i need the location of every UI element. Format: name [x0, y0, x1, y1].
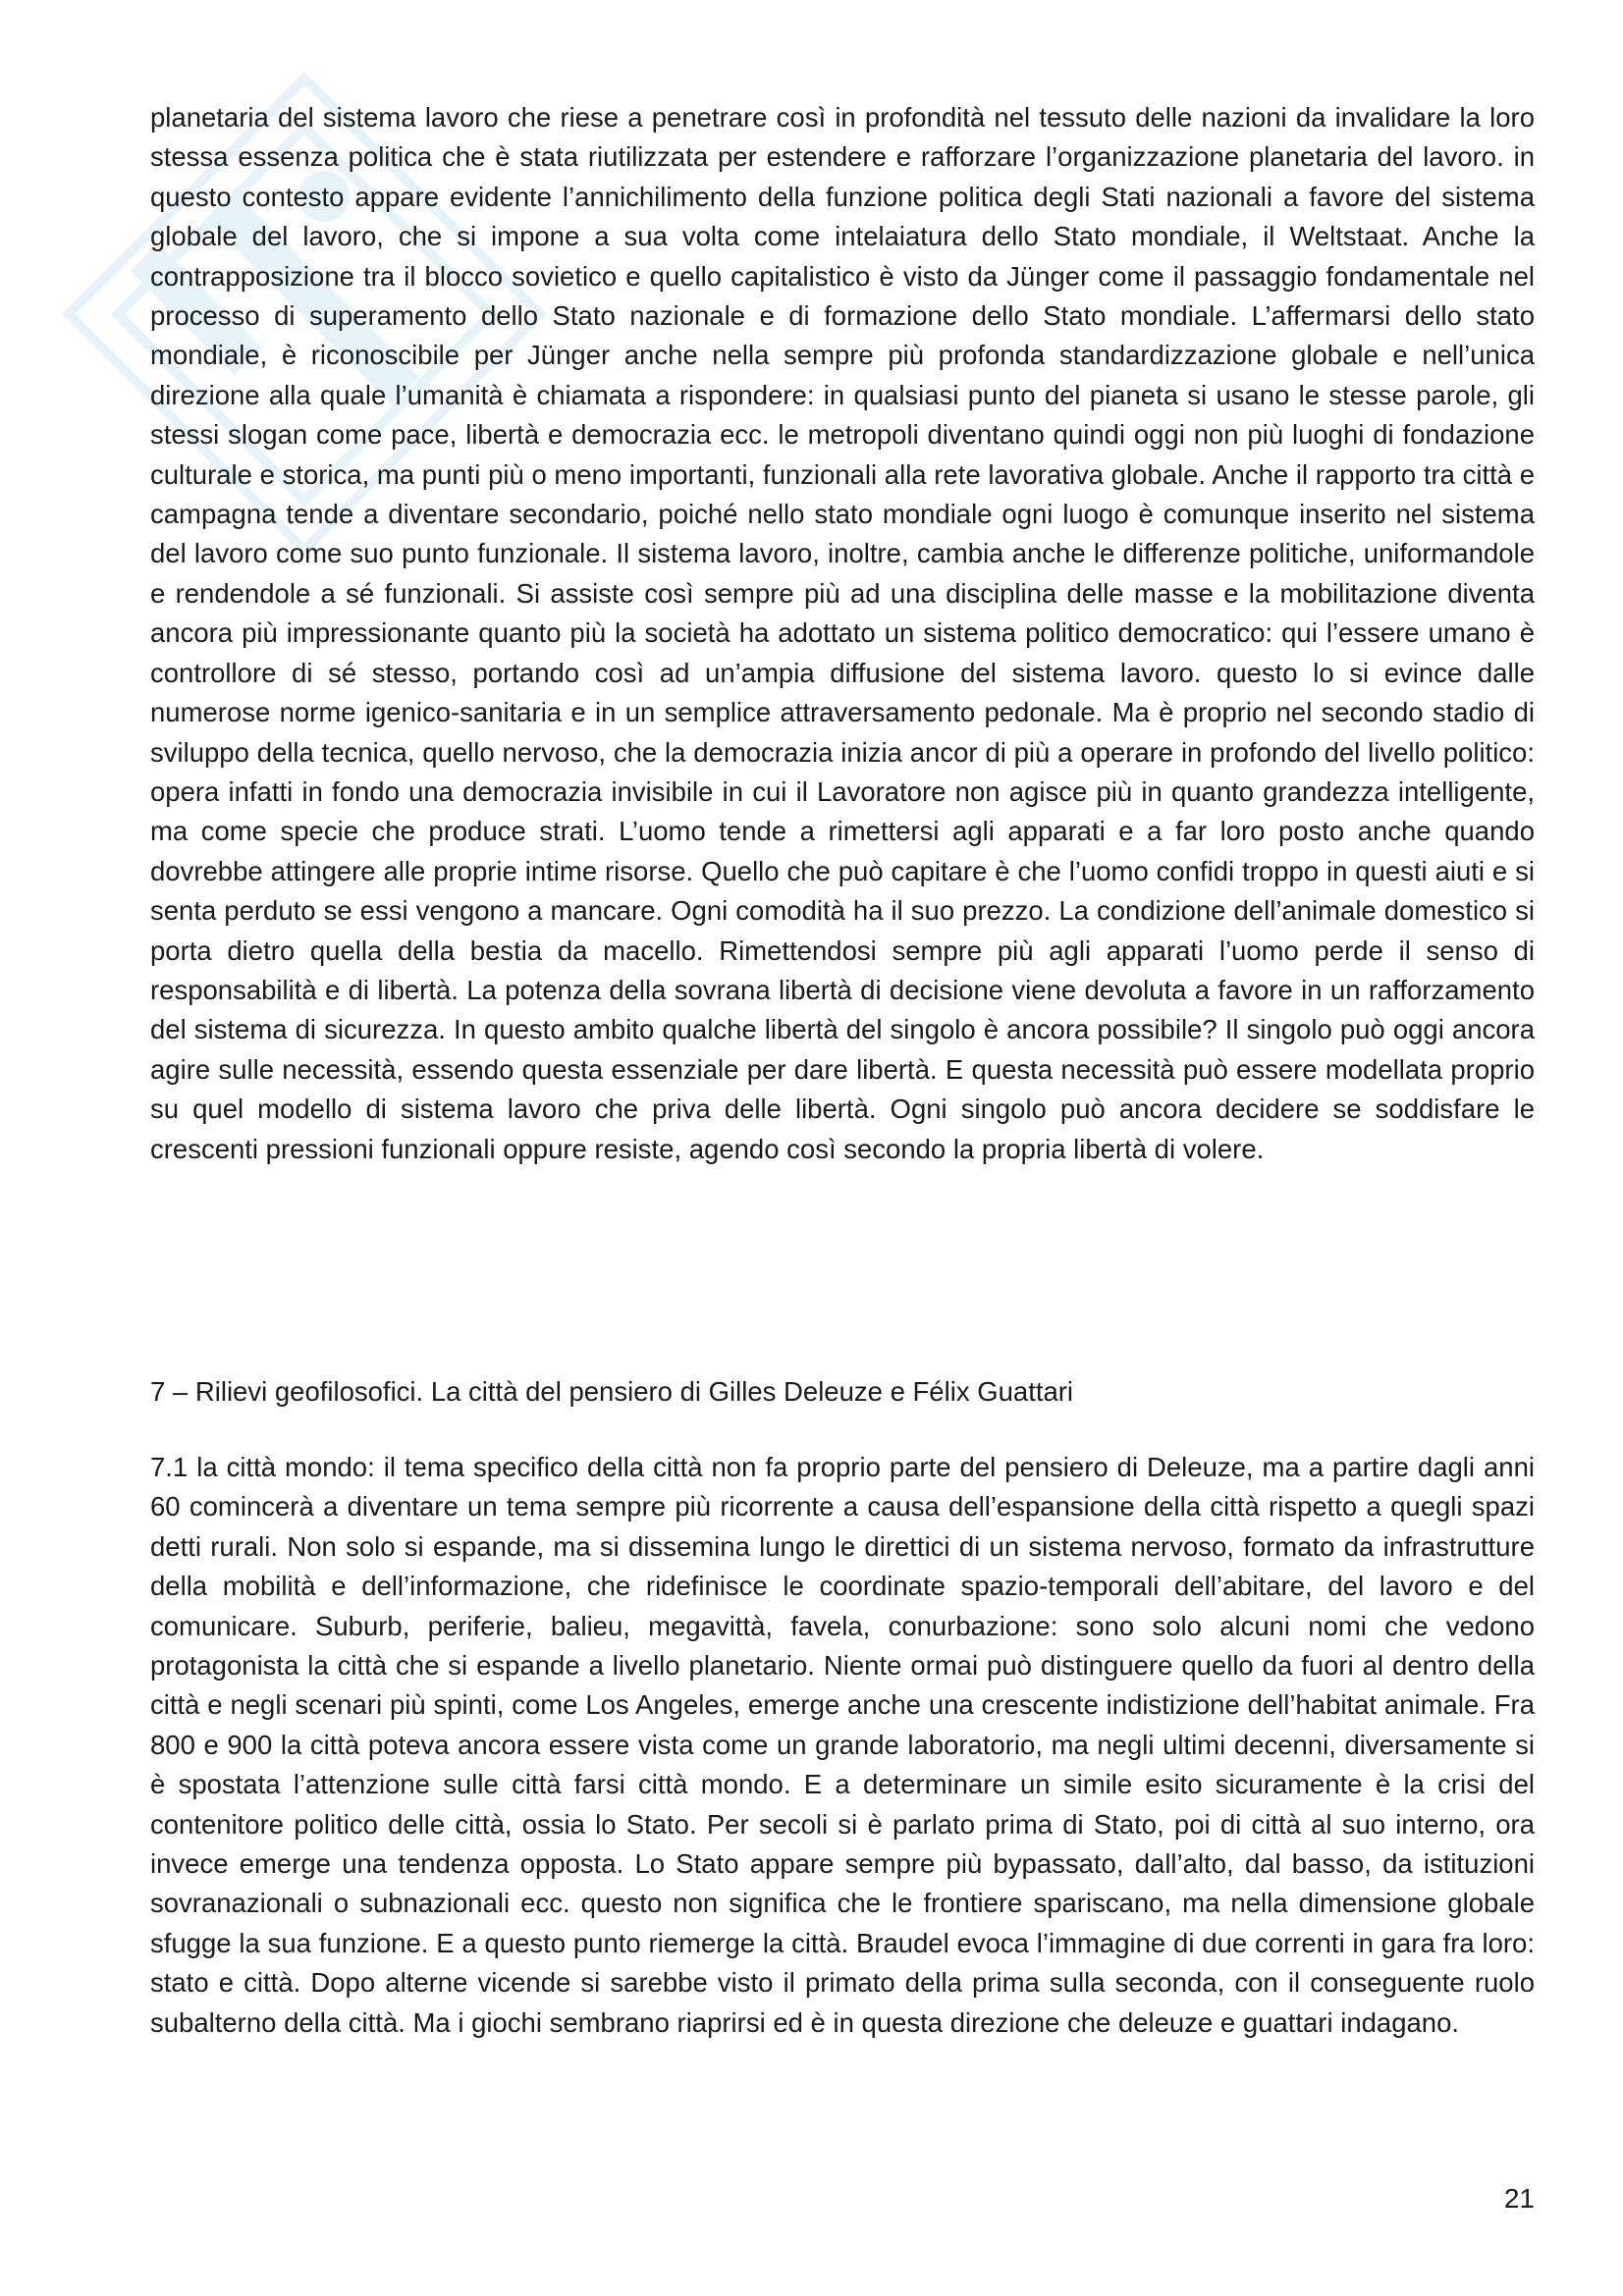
page-number: 21 [1503, 2183, 1535, 2214]
body-paragraph: planetaria del sistema lavoro che riese a penetrare così in profondità nel tessuto delle nazioni da invalidare la loro stessa essenza politica che è stata riutilizzata per estendere e rafforzare l’organizzazione planetaria del lavoro. in questo contesto appare evidente l’annichilimento della funzione politica degli Stati nazionali a favore del sistema globale del lavoro, che si impone a sua volta come intelaiatura dello Stato mondiale, il Weltstaat. Anche la contrapposizione tra il blocco sovietico e quello capitalistico è visto da Jünger come il passaggio fondamentale nel processo di superamento dello Stato nazionale e di formazione dello Stato mondiale. L’affermarsi dello stato mondiale, è riconoscibile per Jünger anche nella sempre più profonda standardizzazione globale e nell’unica direzione alla quale l’umanità è chiamata a rispondere: in qualsiasi punto del pianeta si usano le stesse parole, gli stessi slogan come pace, libertà e democrazia ecc. le metropoli diventano quindi oggi non più luoghi di fondazione culturale e storica, ma punti più o meno importanti, funzionali alla rete lavorativa globale. Anche il rapporto tra città e campagna tende a diventare secondario, poiché nello stato mondiale ogni luogo è comunque inserito nel sistema del lavoro come suo punto funzionale. Il sistema lavoro, inoltre, cambia anche le differenze politiche, uniformandole e rendendole a sé funzionali. Si assiste così sempre più ad una disciplina delle masse e la mobilitazione diventa ancora più impressionante quanto più la società ha adottato un sistema politico democratico: qui l’essere umano è controllore di sé stesso, portando così ad un’ampia diffusione del sistema lavoro. questo lo si evince dalle numerose norme igenico-sanitaria e in un semplice attraversamento pedonale. Ma è proprio nel secondo stadio di sviluppo della tecnica, quello nervoso, che la democrazia inizia ancor di più a operare in profondo del livello politico: opera infatti in fondo una democrazia invisibile in cui il Lavoratore non agisce più in quanto grandezza intelligente, ma come specie che produce strati. L’uomo tende a rimettersi agli apparati e a far loro posto anche quando dovrebbe attingere alle proprie intime risorse. Quello che può capitare è che l’uomo confidi troppo in questi aiuti e si senta perduto se essi vengono a mancare. Ogni comodità ha il suo prezzo. La condizione dell’animale domestico si porta dietro quella della bestia da macello. Rimettendosi sempre più agli apparati l’uomo perde il senso di responsabilità e di libertà. La potenza della sovrana libertà di decisione viene devoluta a favore in un rafforzamento del sistema di sicurezza. In questo ambito qualche libertà del singolo è ancora possibile? Il singolo può oggi ancora agire sulle necessità, essendo questa essenziale per dare libertà. E questa necessità può essere modellata proprio su quel modello di sistema lavoro che priva delle libertà. Ogni singolo può ancora decidere se soddisfare le crescenti pressioni funzionali oppure resiste, agendo così secondo la propria libertà di volere. [150, 102, 1535, 1164]
body-paragraph: 7.1 la città mondo: il tema specifico della città non fa proprio parte del pensiero di Deleuze, ma a partire dagli anni 60 comincerà a diventare un tema sempre più ricorrente a causa dell’espansione della città rispetto a quegli spazi detti rurali. Non solo si espande, ma si dissemina lungo le direttici di un sistema nervoso, formato da infrastrutture della mobilità e dell’informazione, che ridefinisce le coordinate spazio-temporali dell’abitare, del lavoro e del comunicare. Suburb, periferie, balieu, megavittà, favela, conurbazione: sono solo alcuni nomi che vedono protagonista la città che si espande a livello planetario. Niente ormai può distinguere quello da fuori al dentro della città e negli scenari più spinti, come Los Angeles, emerge anche una crescente indistizione dell’habitat animale. Fra 800 e 900 la città poteva ancora essere vista come un grande laboratorio, ma negli ultimi decenni, diversamente si è spostata l’attenzione sulle città farsi città mondo. E a determinare un simile esito sicuramente è la crisi del contenitore politico delle città, ossia lo Stato. Per secoli si è parlato prima di Stato, poi di città al suo interno, ora invece emerge una tendenza opposta. Lo Stato appare sempre più bypassato, dall’alto, dal basso, da istituzioni sovranazionali o subnazionali ecc. questo non significa che le frontiere spariscano, ma nella dimensione globale sfugge la sua funzione. E a questo punto riemerge la città. Braudel evoca l’immagine di due correnti in gara fra loro: stato e città. Dopo alterne vicende si sarebbe visto il primato della prima sulla seconda, con il conseguente ruolo subalterno della città. Ma i giochi sembrano riaprirsi ed è in questa direzione che deleuze e guattari indagano. [150, 1452, 1535, 2038]
section-heading: 7 – Rilievi geofilosofici. La città del pensiero di Gilles Deleuze e Félix Guattari [150, 1376, 1074, 1407]
